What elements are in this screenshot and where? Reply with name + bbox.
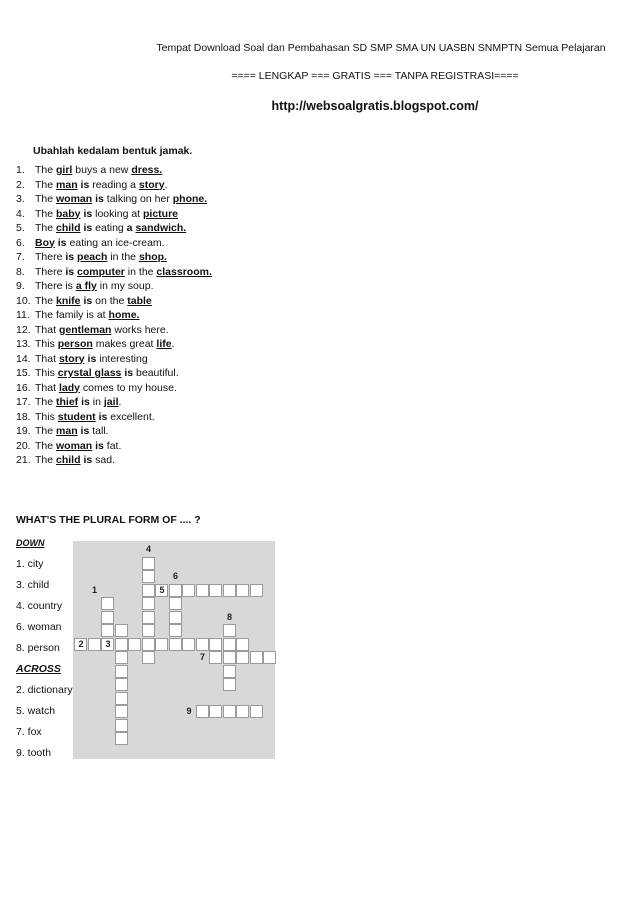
sentence-item [16,337,212,352]
sentence-number: 9. [16,280,25,292]
across-clue: 7. fox [16,726,42,738]
crossword-cell[interactable] [101,597,114,610]
crossword-cell[interactable] [142,638,155,651]
sentence-text: looking at [92,207,144,220]
sentence-text: is [95,193,104,205]
sentence-text: That [35,323,59,336]
sentence-text: buys a new [72,164,132,176]
noun-highlight: phone. [172,193,208,205]
crossword-cell[interactable] [115,705,128,718]
across-clue: 9. tooth [16,747,52,759]
sentence-number: 20. [16,439,31,452]
header-line-1: Tempat Download Soal dan Pembahasan SD SMP SMA UN UASBN SNMPTN Semua Pelajaran [156,42,606,54]
sentence-text: makes great [92,338,157,350]
sentence-number: 6. [16,236,25,249]
noun-highlight: story [58,352,85,365]
noun-highlight: child [56,222,81,234]
sentence-text: This [35,410,58,423]
noun-highlight: thief [56,396,79,408]
down-clue: 3. child [16,579,50,591]
sentence-text: interesting [96,352,148,365]
crossword-cell[interactable] [196,584,209,597]
crossword-clues [16,536,73,767]
crossword-cell[interactable] [142,651,155,664]
noun-highlight: man [56,178,78,191]
sentence-text: That [35,352,59,365]
sentence-text: eating an ice-cream. [66,236,165,249]
sentence-text: This [35,338,58,350]
sentence-number: 12. [16,323,31,336]
sentence-number: 1. [16,164,25,176]
noun-highlight: shop. [138,251,167,263]
crossword-cell[interactable] [142,584,155,597]
sentence-item [16,352,212,367]
sentence-item [16,410,212,425]
sentence-item [16,424,212,439]
sentence-text: is [87,352,97,365]
sentence-text: is [83,207,93,220]
down-clue: 1. city [16,558,44,570]
noun-highlight: story [138,178,165,191]
noun-highlight: computer [77,265,125,278]
sentence-text: is [65,251,75,263]
sentence-text: There is [35,280,76,292]
sentence-item [16,308,212,323]
sentence-number: 13. [16,338,31,350]
sentence-item [16,221,212,236]
sentence-text: There [35,265,66,278]
down-clue: 4. country [16,600,63,612]
sentence-text: The [35,207,57,220]
sentence-text: The family is at [35,309,109,321]
across-clue: 2. dictionary [16,684,73,696]
crossword-cell[interactable] [115,692,128,705]
sentence-text: tall. [89,425,109,437]
noun-highlight: student [57,410,96,423]
noun-highlight: child [56,454,81,466]
crossword-cell[interactable] [250,705,263,718]
noun-highlight: man [56,425,78,437]
noun-highlight: picture [143,207,179,220]
sentence-item [16,323,212,338]
crossword-cell[interactable] [142,611,155,624]
sentence-item [16,178,212,193]
sentence-text: . [171,338,175,350]
sentence-text: The [35,193,57,205]
crossword-cell[interactable] [115,651,128,664]
sentence-text: That [35,381,59,394]
crossword-cell[interactable] [236,638,249,651]
sentence-text: The [35,425,57,437]
noun-highlight: baby [56,207,81,220]
crossword-cell[interactable] [115,638,128,651]
sentence-text: is [80,178,90,191]
sentence-text: The [35,178,57,191]
sentence-text: There [35,251,66,263]
down-clues [16,557,73,662]
crossword-cell[interactable] [196,638,209,651]
crossword-cell[interactable] [223,624,236,637]
crossword-cell[interactable] [250,584,263,597]
sentence-item [16,236,212,251]
crossword-cell[interactable] [250,651,263,664]
sentence-text: is [57,236,67,249]
sentence-text: comes to my house. [79,381,177,394]
sentence-text: The [35,294,57,307]
sentence-number: 5. [16,222,25,234]
sentence-item [16,439,212,454]
crossword-cell[interactable] [223,678,236,691]
exercise-instruction: Ubahlah kedalam bentuk jamak. [33,145,193,157]
sentence-text: The [35,222,57,234]
sentence-text: in [89,396,104,408]
sentence-text: The [35,439,57,452]
sentence-text: sad. [92,454,115,466]
crossword-cell[interactable] [128,638,141,651]
crossword-cell[interactable] [223,638,236,651]
crossword-cell[interactable] [169,638,182,651]
crossword-cell[interactable] [115,624,128,637]
clue-number: 5 [159,584,165,595]
sentence-item [16,366,212,381]
crossword-cell[interactable] [115,732,128,745]
sentence-number: 11. [16,309,30,321]
header-line-2: ==== LENGKAP === GRATIS === TANPA REGISTRASI==== [231,70,519,82]
crossword-cell[interactable] [142,597,155,610]
sentence-item [16,163,212,178]
sentence-text: in the [124,265,157,278]
sentence-number: 3. [16,193,25,205]
crossword-cell[interactable] [142,557,155,570]
sentence-list [16,163,212,468]
header-url[interactable]: http://websoalgratis.blogspot.com/ [271,99,479,113]
noun-highlight: dress. [131,164,163,176]
sentence-text: is [124,367,134,379]
across-clue: 5. watch [16,705,56,717]
noun-highlight: knife [56,294,81,307]
crossword-cell[interactable] [236,651,249,664]
sentence-number: 14. [16,352,31,365]
noun-highlight: lady [58,381,80,394]
crossword-cell[interactable] [223,665,236,678]
crossword-cell[interactable] [223,584,236,597]
crossword-title: WHAT'S THE PLURAL FORM OF .... ? [16,514,201,526]
sentence-text: is [81,396,90,408]
crossword-cell[interactable] [236,705,249,718]
down-clue: 8. person [16,642,60,654]
sentence-text: is [83,294,93,307]
crossword-cell[interactable] [223,705,236,718]
noun-highlight: woman [56,193,93,205]
sentence-text: The [35,164,57,176]
sentence-number: 16. [16,381,31,394]
noun-highlight: Boy [35,236,55,249]
crossword-cell[interactable] [236,584,249,597]
sentence-text: in my soup. [96,280,154,292]
noun-highlight: peach [77,251,108,263]
sentence-text: works here. [111,323,169,336]
crossword-cell[interactable] [142,570,155,583]
crossword-cell[interactable] [115,678,128,691]
crossword-cell[interactable] [209,584,222,597]
crossword-cell[interactable] [101,624,114,637]
sentence-text: The [35,454,57,466]
crossword-cell[interactable] [209,651,222,664]
sentence-text: The [35,396,57,408]
noun-highlight: life [156,338,172,350]
sentence-number: 21. [16,454,31,466]
sentence-text: is [80,425,90,437]
sentence-text: a [126,222,133,234]
noun-highlight: crystal glass [57,367,122,379]
crossword-cell[interactable] [209,705,222,718]
crossword-cell[interactable] [142,624,155,637]
crossword-cell[interactable] [115,719,128,732]
noun-highlight: classroom. [156,265,212,278]
sentence-text: is [65,265,75,278]
noun-highlight: a fly [75,280,97,292]
noun-highlight: table [127,294,152,307]
sentence-item [16,453,212,468]
clue-number: 8 [226,611,232,622]
sentence-text: reading a [89,178,139,191]
down-clue: 6. woman [16,621,62,633]
sentence-text: . [118,396,122,408]
sentence-number: 2. [16,178,25,191]
noun-highlight: gentleman [58,323,112,336]
sentence-item [16,294,212,309]
sentence-text: in the [107,251,139,263]
sentence-item [16,265,212,280]
crossword-grid [73,541,275,759]
crossword-cell[interactable] [169,624,182,637]
crossword-cell[interactable] [169,597,182,610]
noun-highlight: home. [108,309,140,321]
clue-number: 3 [105,638,111,649]
crossword-cell[interactable] [101,611,114,624]
crossword-cell[interactable] [169,611,182,624]
sentence-item [16,381,212,396]
crossword-cell[interactable] [169,584,182,597]
sentence-text: fat. [103,439,122,452]
sentence-text: is [83,222,93,234]
clue-number: 6 [172,571,178,581]
crossword-cell[interactable] [263,651,276,664]
noun-highlight: girl [56,164,73,176]
clue-number: 9 [186,706,192,716]
sentence-number: 17. [16,396,31,408]
clue-number: 4 [145,544,151,554]
crossword-cell[interactable] [182,584,195,597]
sentence-number: 7. [16,251,25,263]
noun-highlight: woman [56,439,93,452]
noun-highlight: jail [103,396,119,408]
clue-number: 1 [91,584,97,595]
crossword-cell[interactable] [196,705,209,718]
crossword-cell[interactable] [88,638,101,651]
sentence-number: 8. [16,265,25,278]
sentence-text: is [83,454,93,466]
sentence-item [16,395,212,410]
sentence-text: on the [92,294,128,307]
noun-highlight: sandwich. [135,222,187,234]
sentence-number: 10. [16,294,31,307]
sentence-number: 19. [16,425,31,437]
down-label: DOWN [16,538,45,548]
sentence-text: talking on her [103,193,173,205]
clue-number: 2 [78,638,84,649]
across-label: ACROSS [16,663,61,675]
sentence-item [16,192,212,207]
sentence-number: 18. [16,410,31,423]
crossword-cell[interactable] [209,638,222,651]
across-clues [16,683,73,767]
sentence-item [16,250,212,265]
sentence-text: excellent. [107,410,155,423]
sentence-text: is [98,410,108,423]
crossword-cell[interactable] [115,665,128,678]
crossword-cell[interactable] [155,638,168,651]
sentence-item [16,279,212,294]
sentence-text: is [95,439,104,452]
sentence-number: 4. [16,207,25,220]
crossword-cell[interactable] [182,638,195,651]
sentence-text: This [35,367,58,379]
crossword-cell[interactable] [223,651,236,664]
sentence-text: eating [92,222,127,234]
sentence-number: 15. [16,367,31,379]
sentence-text: . [164,178,168,191]
noun-highlight: person [57,338,93,350]
sentence-item [16,207,212,222]
sentence-text: beautiful. [133,367,179,379]
clue-number: 7 [199,652,205,662]
